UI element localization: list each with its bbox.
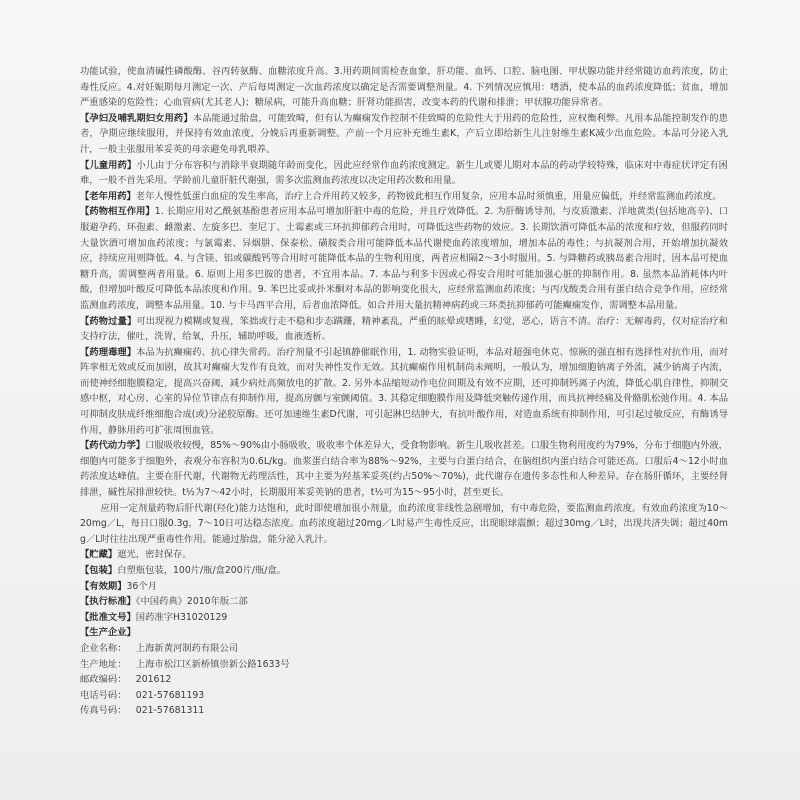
section-heading: 【批准文号】 — [80, 611, 136, 623]
company-fax-row — [80, 703, 728, 719]
section-body: 《中国药典》2010年版二部 — [135, 596, 248, 608]
section-body: 小儿由于分布容积与消除半衰期随年龄而变化，因此应经常作血药浓度测定。新生儿或婴儿期对本品的药动学较特殊，临床对中毒症状评定有困难，一般不首先采用。学龄前儿童肝脏代谢强，需多次监测血药浓度以决定用药次数和用量。 — [80, 159, 728, 187]
section-pregnancy — [80, 111, 728, 158]
section-heading: 【孕妇及哺乳期妇女用药】 — [80, 112, 193, 124]
section-elderly — [80, 189, 728, 205]
section-body: 1. 长期应用对乙酰氨基酚患者应用本品可增加肝脏中毒的危险，并且疗效降低。2. 为肝酶诱导剂，与皮质激素、洋地黄类(包括地高辛)、口服避孕药、环孢素、雌激素、左旋多巴、奎尼丁、土霉素或三环抗抑郁药合用时，可降低这些药物的效应。3. 长期饮酒可降低本品的浓度和疗效，但服药同时大量饮酒可增加血药浓度；与氯霉素、异烟肼、保泰松、磺胺类合用可能降低本品代谢使血药浓度增加，增加本品的毒性；与抗凝剂合用，开始增加抗凝效应，持续应用则降低。4. 与含镁、铝或碳酸钙等合用时可能降低本品的生物利用度，两者应相隔2～3小时服用。5. 与降糖药或胰岛素合用时，因本品可使血糖升高，需调整两者用量。6. 原则上用多巴胺的患者，不宜用本品。7. 本品与利多卡因或心得安合用时可能加强心脏的抑制作用。8. 虽然本品消耗体内叶酸，但增加叶酸反可降低本品浓度和作用。9. 苯巴比妥或扑米酮对本品的影响变化很大，应经常监测血药浓度；与丙戊酸类合用有蛋白结合竞争作用，应经常监测血药浓度，调整本品用量。10. 与卡马西平合用，后者血浓降低。如合并用大量抗精神病药或三环类抗抑郁药可能癫痫发作，需调整本品用量。 — [80, 206, 728, 311]
section-heading: 【生产企业】 — [80, 627, 136, 639]
company-postcode-row — [80, 672, 728, 688]
section-pharmacology — [80, 345, 728, 439]
section-heading: 【包装】 — [80, 565, 118, 576]
manufacturer-details — [80, 641, 728, 719]
section-pharmacokinetics-cont — [80, 501, 728, 548]
leaflet-content — [80, 64, 728, 719]
section-pharmacokinetics — [80, 438, 728, 500]
company-name-row — [80, 641, 728, 657]
section-heading: 【有效期】 — [80, 580, 127, 592]
section-body: 应用一定剂量药物后肝代谢(羟化)能力达饱和，此时即使增加很小剂量，血药浓度非线性急剧增加，有中毒危险，要监测血药浓度。有效血药浓度为10～20mg／L，每日口服0.3g，7～10日可达稳态浓度。血药浓度超过20mg／L时易产生毒性反应，出现眼球震颤；超过30mg／L时，出现共济失调；超过40mg／L时往往出现严重毒性作用。能通过胎盘，能分泌入乳汁。 — [80, 502, 728, 545]
section-heading: 【儿童用药】 — [80, 159, 137, 171]
company-address-label: 生产地址： — [80, 658, 127, 670]
section-children — [80, 158, 728, 189]
section-body: 老年人慢性低蛋白血症的发生率高，治疗上合并用药又较多，药物彼此相互作用复杂，应用本品时须慎重，用量应偏低，并经常监测血药浓度。 — [135, 190, 722, 202]
company-phone-value: 021-57681193 — [135, 689, 205, 701]
section-interactions — [80, 204, 728, 313]
company-address-value: 上海市松江区新桥镇崇新公路1633号 — [135, 658, 290, 670]
section-manufacturer — [80, 625, 728, 641]
company-address-row — [80, 657, 728, 673]
section-body: 本品能通过胎盘，可能致畸，但有认为癫痫发作控制不佳致畸的危险性大于用药的危险性，应权衡利弊。凡用本品能控制发作的患者，孕期应继续服用，并保持有效血浓度，分娩后再重新调整。产前一个月应补充维生素K，产后立即给新生儿注射维生素K减少出血危险。本品可分泌入乳汁，一般主张服用苯妥英的母亲避免母乳喂养。 — [80, 112, 728, 155]
section-standard — [80, 594, 728, 610]
section-heading: 【药物过量】 — [80, 315, 137, 327]
section-storage — [80, 547, 728, 563]
section-validity — [80, 579, 728, 595]
precautions-continued: 功能试验，使血清碱性磷酸酶、谷丙转氨酶、血糖浓度升高。3.用药期间需检查血象，肝功能、血钙、口腔、脑电图、甲状腺功能并经常随访血药浓度，防止毒性反应。4.对妊娠期每月测定一次、产后每周测定一次血药浓度以确定是否需要调整剂量。4. 下列情况应慎用：嗜酒，使本品的血药浓度降低；贫血，增加严重感染的危险性；心血管病(尤其老人)；糖尿病，可能升高血糖；肝肾功能损害，改变本药的代谢和排泄；甲状腺功能异常者。 — [80, 66, 728, 109]
section-body: 白塑瓶包装，100片/瓶/盒200片/瓶/盒。 — [117, 565, 287, 576]
section-body: 遮光，密封保存。 — [117, 549, 192, 561]
section-body: 本品为抗癫痫药、抗心律失常药。治疗剂量不引起镇静催眠作用，1. 动物实验证明，本品对超强电休克、惊厥的强直相有选择性对抗作用，而对阵挛相无效或反而加剧，故其对癫痫大发作有良效，而对失神性发作无效。其抗癫痫作用机制尚未阐明，一般认为，增加细胞钠离子外流，减少钠离子内流，而使神经细胞膜稳定，提高兴奋阈，减少病灶高频放电的扩散。2. 另外本品缩短动作电位间期及有效不应期，还可抑制钙离子内流，降低心肌自律性，抑制交感中枢，对心房、心室的异位节律点有抑制作用，提高房颤与室颤阈值。3. 其稳定细胞膜作用及降低突触传递作用，而具抗神经痛及骨骼肌松弛作用。4. 本品可抑制皮肤成纤维细胞合成(或)分泌胶原酶。还可加速维生素D代谢，可引起淋巴结肿大，有抗叶酸作用，对造血系统有抑制作用，可引起过敏反应，有酶诱导作用，静脉用药可扩张周围血管。 — [80, 346, 728, 436]
company-postcode-value: 201612 — [135, 674, 172, 686]
section-heading: 【贮藏】 — [80, 549, 118, 561]
section-body: 国药准字H31020129 — [135, 611, 228, 623]
section-heading: 【药物相互作用】 — [80, 206, 155, 218]
company-fax-value: 021-57681311 — [135, 705, 205, 717]
section-heading: 【药代动力学】 — [80, 440, 146, 452]
section-body: 可出现视力模糊或复视，笨拙或行走不稳和步态蹒跚，精神紊乱，严重的眩晕或嗜睡，幻觉，恶心，语言不清。治疗：无解毒药，仅对症治疗和支持疗法，催吐，洗胃，给氧，升压，辅助呼吸，血液透析。 — [80, 315, 728, 343]
company-phone-label: 电话号码： — [80, 689, 127, 701]
section-heading: 【药理毒理】 — [80, 346, 137, 358]
section-package — [80, 563, 728, 579]
section-heading: 【执行标准】 — [80, 596, 136, 608]
company-name-value: 上海新黄河制药有限公司 — [135, 642, 239, 654]
company-postcode-label: 邮政编码： — [80, 674, 127, 686]
company-fax-label: 传真号码： — [80, 705, 127, 717]
company-phone-row — [80, 688, 728, 704]
company-name-label: 企业名称： — [80, 642, 127, 654]
section-body: 口服吸收较慢，85%～90%由小肠吸收，吸收率个体差异大，受食物影响。新生儿吸收甚差。口服生物利用度约为79%，分布于细胞内外液，细胞内可能多于细胞外，表观分布容积为0.6L/kg。血浆蛋白结合率为88%～92%，主要与白蛋白结合，在脑组织内蛋白结合可能还高。口服后4～12小时血药浓度达峰值。主要在肝代谢，代谢物无药理活性，其中主要为羟基苯妥英(约占50%～70%)，此代谢存在遗传多态性和人种差异。存在肠肝循环，主要经肾排泄，碱性尿排泄较快。t½为7～42小时，长期服用苯妥英钠的患者，t½可为15～95小时，甚至更长。 — [80, 440, 728, 499]
section-heading: 【老年用药】 — [80, 190, 136, 202]
section-overdose — [80, 314, 728, 345]
section-body: 36个月 — [126, 580, 157, 592]
section-approval — [80, 610, 728, 626]
